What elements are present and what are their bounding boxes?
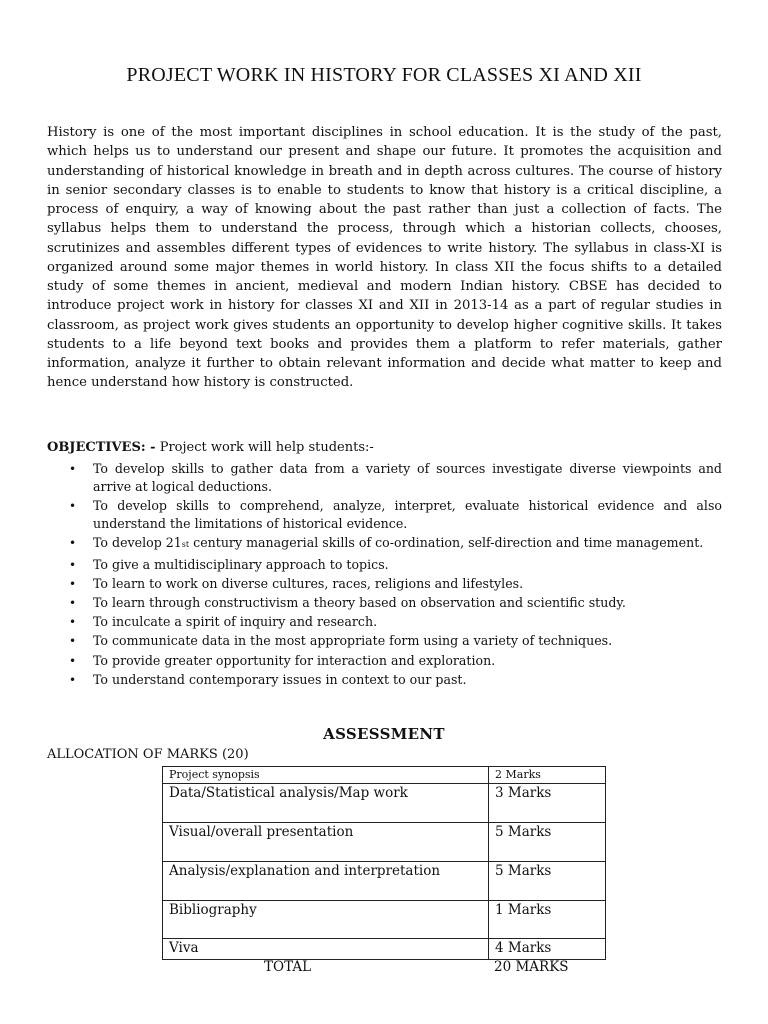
bullet-icon: •	[69, 576, 77, 591]
table-cell-marks: 5 Marks	[489, 862, 606, 901]
objectives-lead: Project work will help students:-	[155, 440, 374, 455]
allocation-label: ALLOCATION OF MARKS (20)	[47, 747, 249, 762]
list-item: • To learn to work on diverse cultures, races, religions and lifestyles.	[69, 575, 524, 591]
list-item: • To learn through constructivism a theory based on observation and scientific study.	[69, 594, 626, 610]
intro-paragraph: History is one of the most important disciplines in school education. It is the study of the past, which helps us to understand our present and shape our future. It promotes the acquisition and understanding of historical knowledge in breath and in depth across cultures. The course of history in senior secondary classes is to enable to students to know that history is a critical discipline, a process of enquiry, a way of knowing about the past rather than just a collection of facts. The syllabus helps them to understand the process, through which a historian collects, chooses, scrutinizes and assembles different types of evidences to write history. The syllabus in class-XI is organized around some major themes in world history. In class XII the focus shifts to a detailed study of some themes in ancient, medieval and modern Indian history. CBSE has decided to introduce project work in history for classes XI and XII in 2013-14 as a part of regular studies in classroom, as project work gives students an opportunity to develop higher cognitive skills. It takes students to a life beyond text books and provides them a platform to refer materials, gather information, analyze it further to obtain relevant information and decide what matter to keep and hence understand how history is constructed.	[47, 125, 722, 391]
objectives-label: OBJECTIVES: -	[47, 440, 156, 455]
bullet-icon: •	[69, 595, 77, 610]
marks-table	[162, 766, 606, 960]
assessment-heading: ASSESSMENT	[323, 725, 445, 743]
table-row	[163, 939, 606, 960]
table-row	[163, 767, 606, 784]
total-label: TOTAL	[264, 959, 312, 975]
table-cell-marks: 5 Marks	[489, 823, 606, 862]
list-item: • To provide greater opportunity for interaction and exploration.	[69, 652, 496, 668]
objectives-heading	[47, 439, 722, 457]
table-row	[163, 784, 606, 823]
list-item: • To develop skills to gather data from a variety of sources investigate diverse viewpoints and arrive at logical deductions.	[69, 461, 722, 494]
objectives-list	[47, 460, 722, 690]
table-cell-item: Analysis/explanation and interpretation	[163, 862, 489, 901]
table-cell-marks: 2 Marks	[489, 767, 606, 784]
bullet-icon: •	[69, 462, 77, 476]
table-cell-item: Data/Statistical analysis/Map work	[163, 784, 489, 823]
table-cell-item: Project synopsis	[163, 767, 489, 784]
table-cell-item: Viva	[163, 939, 489, 960]
table-cell-item: Visual/overall presentation	[163, 823, 489, 862]
page-title: PROJECT WORK IN HISTORY FOR CLASSES XI AND XII	[126, 64, 642, 86]
bullet-icon: •	[69, 672, 77, 687]
table-cell-marks: 4 Marks	[489, 939, 606, 960]
table-row	[163, 901, 606, 939]
bullet-icon: •	[69, 499, 77, 514]
list-item: • To communicate data in the most appropriate form using a variety of techniques.	[69, 633, 613, 649]
bullet-icon: •	[69, 536, 77, 551]
bullet-icon: •	[69, 634, 77, 649]
list-item: • To develop 21st century managerial skills of co-ordination, self-direction and time management.	[69, 535, 704, 551]
table-cell-item: Bibliography	[163, 901, 489, 939]
bullet-icon: •	[69, 615, 77, 630]
table-row	[163, 862, 606, 901]
table-cell-marks: 1 Marks	[489, 901, 606, 939]
bullet-icon: •	[69, 653, 77, 668]
list-item: • To develop skills to comprehend, analyze, interpret, evaluate historical evidence and also understand the limitations of historical evidence.	[69, 498, 722, 532]
table-row	[163, 823, 606, 862]
list-item: • To inculcate a spirit of inquiry and research.	[69, 614, 378, 630]
table-cell-marks: 3 Marks	[489, 784, 606, 823]
list-item: • To give a multidisciplinary approach to topics.	[69, 556, 389, 572]
total-value: 20 MARKS	[494, 959, 569, 975]
list-item: • To understand contemporary issues in context to our past.	[69, 671, 467, 687]
bullet-icon: •	[69, 557, 77, 572]
